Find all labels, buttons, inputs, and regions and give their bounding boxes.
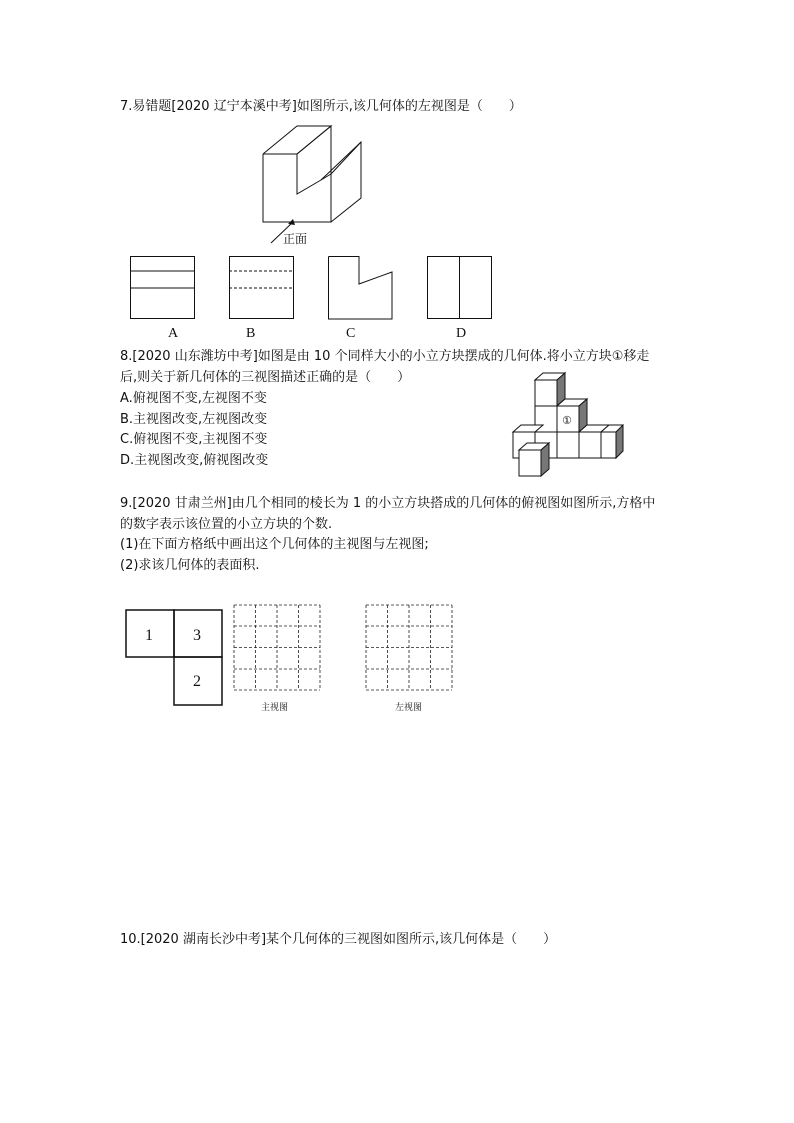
- q7-option-a-label: A: [168, 326, 179, 341]
- q7-option-c-figure: [328, 256, 394, 320]
- q8-line1: 8.[2020 山东潍坊中考]如图是由 10 个同样大小的小立方块摆成的几何体.将小立方块①移走: [120, 349, 650, 364]
- q8-option-d: D.主视图改变,俯视图改变: [120, 453, 269, 468]
- q8-option-a: A.俯视图不变,左视图不变: [120, 391, 267, 406]
- q9-front-view-label: 主视图: [261, 703, 289, 713]
- q9-top-view: [125, 609, 225, 709]
- q7-text: 7.易错题[2020 辽宁本溪中考]如图所示,该几何体的左视图是（ ）: [120, 99, 522, 114]
- q8-cube-mark: ①: [562, 414, 572, 427]
- q9-line1: 9.[2020 甘肃兰州]由几个相同的棱长为 1 的小立方块搭成的几何体的俯视图如图所示,方格中: [120, 496, 656, 511]
- q9-line2: 的数字表示该位置的小立方块的个数.: [120, 517, 333, 532]
- q7-option-b-label: B: [246, 326, 256, 341]
- q7-front-label: 正面: [283, 232, 308, 246]
- q10-text: 10.[2020 湖南长沙中考]某个几何体的三视图如图所示,该几何体是（ ）: [120, 932, 557, 947]
- q9-left-view-grid: [365, 604, 455, 692]
- q9-left-view-label: 左视图: [395, 703, 423, 713]
- q7-option-d-label: D: [456, 326, 467, 341]
- q8-line2: 后,则关于新几何体的三视图描述正确的是（ ）: [120, 370, 411, 385]
- q9-top-view-number: 2: [193, 673, 201, 690]
- q8-option-c: C.俯视图不变,主视图不变: [120, 432, 268, 447]
- q7-option-a-figure: [130, 256, 196, 320]
- q8-option-b: B.主视图改变,左视图改变: [120, 412, 268, 427]
- q7-option-c-label: C: [346, 326, 356, 341]
- q7-solid-figure: [255, 122, 375, 247]
- q9-sub2: (2)求该几何体的表面积.: [120, 558, 260, 573]
- q9-front-view-grid: [233, 604, 323, 692]
- q9-sub1: (1)在下面方格纸中画出这个几何体的主视图与左视图;: [120, 537, 429, 552]
- q9-top-view-number: 3: [193, 627, 201, 644]
- q9-top-view-number: 1: [145, 627, 153, 644]
- q7-option-b-figure: [229, 256, 295, 320]
- q7-option-d-figure: [427, 256, 493, 320]
